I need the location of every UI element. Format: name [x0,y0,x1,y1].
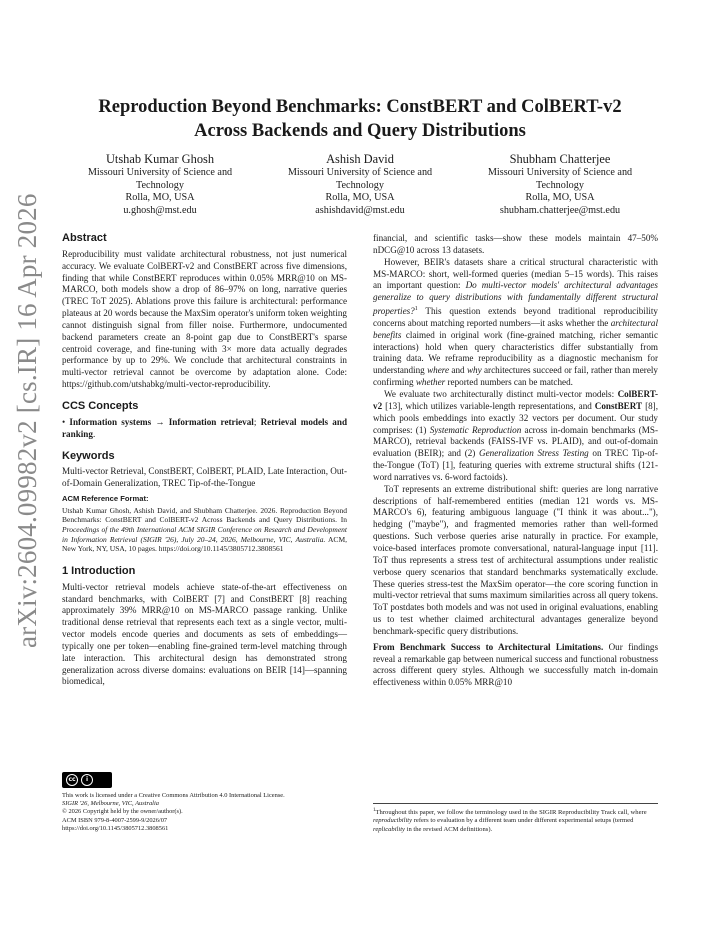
conference-line: SIGIR '26, Melbourne, VIC, Australia [62,800,159,808]
author-2 [262,152,458,217]
text-run: reported numbers can be matched. [445,377,573,388]
text-run: Our findings reveal a remarkable gap between numerical success and functional robustness across different query styles. Although we successfully match in-domain effectiveness within 0.05% MRR@10 [373,641,658,688]
bold-run: ConstBERT [594,400,643,411]
author-1 [62,152,258,217]
text-run: However, BEIR's datasets share a critical structural characteristic with MS-MARCO: short, well-formed queries (median 5–15 words). This raises an important question: [373,256,658,291]
ccs-term: Retrieval models and ranking [62,416,348,439]
license-block [62,768,347,833]
author-location: Rolla, MO, USA [125,192,195,204]
text-run: on TREC Tip-of-the-Tongue (ToT) [1], featuring queries with extreme structural shifts (121-word narratives vs. 6-word factoids). [373,448,658,482]
author-location: Rolla, MO, USA [325,192,395,204]
author-name: Utshab Kumar Ghosh [105,152,215,166]
text-run: across in-domain benchmarks (MS-MARCO), retrieval backends (FAISS-IVF vs. PLAID), and out-of-domain evaluation (BEIR); and (2) [373,424,658,459]
text-run: [8], which pools embeddings into exactly 32 vectors per document. Our study comprises: (1) [373,400,659,435]
acm-reference-text [62,506,347,554]
left-column [62,233,347,688]
italic-run: why [466,365,482,376]
author-name: Ashish David [326,152,394,166]
author-name: Shubham Chatterjee [509,152,611,166]
text-run: claimed in original work (fine-grained matching, richer semantic interactions) hold when query characteristics differ substantially from training data. We reframe reproducibility as a diagnostic mechanism for understanding [373,329,658,376]
paragraph: ToT represents an extreme distributional shift: queries are long narrative descriptions of half-remembered entities (median 121 words vs. MS-MARCO's 6), featuring ambiguous language ("I think it was about..."), hedging ("maybe"), and fragmented memories rather than well-formed questions. Such verbose queries arise naturally in practice. For example, voice-based interfaces promote conversational, natural-language input [11]. ToT thus represents a stress test of architectural assumptions under realistic verbose query scenarios that standard benchmarks systematically exclude. These queries stress-test the MaxSim operator—the core scoring function in multi-vector retrieval that sums maximum similarities across all query tokens. ToT postdates both models and was not used in original evaluations, enabling us to test whether claimed architectural advantages generalize beyond benchmark-specific query distributions. [373,483,658,636]
author-affiliation: Missouri University of Science and [87,167,233,178]
doi-link[interactable]: https://doi.org/10.1145/3805712.3808561 [62,824,169,832]
abstract-text: Reproducibility must validate architectural robustness, not just numerical accuracy. We evaluate ColBERT-v2 and ConstBERT across five dimensions, finding that while ConstBERT reproduces within 0.05% MRR@10 on MS-MARCO, both models show a drop of 86–97% on long, narrative queries (TREC ToT 2025). Ablations prove this failure is architectural: performance plateaus at 20 words because the MaxSim operator's uniform token weighting cannot distinguish signal from filler noise. Furthermore, undocumented backend parameters create an 8-point gap due to ConstBERT's sparse centroid coverage, and fine-tuning with 3× more data actually degrades performance by up to 29%. We conclude that architectural constraints in multi-vector retrieval cannot be overcome by adaptation alone. Code: https://github.com/utshabkg/multi-vector-reproducibility. [62,248,347,390]
paragraph: financial, and scientific tasks—show these models maintain 47–50% nDCG@10 across 13 datasets. [373,233,658,255]
title-line-2: Across Backends and Query Distributions [194,121,526,141]
author-affiliation: Technology [336,179,384,191]
ccs-end: . [92,428,96,439]
italic-run: architectural benefits [373,317,658,340]
paragraph [373,642,658,689]
italic-run: whether [415,377,446,388]
ccs-separator: ; [253,416,261,427]
text-run: architectures succeed or fail, rather than merely confirming [373,365,658,388]
ccs-arrow: → [151,416,169,427]
italic-run: where [427,365,450,376]
text-run: in the revised ACM definitions). [404,825,493,833]
ccs-concepts [62,417,347,441]
footnote [373,803,658,834]
paper-title [40,95,680,143]
acm-reference-heading: ACM Reference Format: [62,494,149,504]
text-run: refers to evaluation by a different team under different experimental setups (termed [412,817,634,825]
author-affiliation: Missouri University of Science and [487,167,633,178]
license-text [62,792,347,833]
paragraph [373,389,658,484]
author-email[interactable]: ashishdavid@mst.edu [315,204,405,216]
text-run: and [449,365,467,376]
footnote-marker[interactable]: 1 [414,306,418,313]
acm-ref-part: ACM, New York, NY, USA, 10 pages. https://doi.org/10.1145/3805712.3808561 [62,534,347,554]
ccs-bullet: • [62,416,70,427]
text-run: [13], which utilizes variable-length representations, and [382,400,595,411]
keywords-text: Multi-vector Retrieval, ConstBERT, ColBERT, PLAID, Late Interaction, Out-of-Domain Generalization, TREC Tip-of-the-Tongue [62,466,347,489]
acm-ref-venue: Proceedings of the 49th International ACM SIGIR Conference on Research and Development in Information Retrieval (SIGIR '26), July 20–24, 2026, Melbourne, VIC, Australia. [62,525,347,544]
author-affiliation: Technology [136,179,184,191]
author-affiliation: Technology [536,179,584,191]
author-affiliation: Missouri University of Science and [287,167,433,178]
cc-icon: cc [66,774,78,786]
author-email[interactable]: u.ghosh@mst.edu [123,204,197,216]
arxiv-stamp: arXiv:2604.09982v2 [cs.IR] 16 Apr 2026 [12,193,42,648]
paragraph [373,257,658,389]
license-line: This work is licensed under a Creative Commons Attribution 4.0 International License. [62,792,285,799]
text-run: This question extends beyond traditional reproducibility concerns about matching reported numbers—it asks whether the [373,306,658,328]
right-column [373,233,658,689]
cc-by-badge[interactable] [62,772,112,788]
italic-run: Systematic Reproduction [429,424,522,435]
introduction-paragraph: Multi-vector retrieval models achieve state-of-the-art effectiveness on standard benchmarks, with ColBERT [7] and ConstBERT [8] reaching approximately 39% MRR@10 on MS-MARCO passage ranking. Unlike traditional dense retrieval that represents each text as a single vector, multi-vector models encode queries and documents as sets of embeddings—typically one per token—enabling fine-grained term-level matching through late interaction. This architectural design has demonstrated strong generalization across diverse domains: evaluations on BEIR [14]—spanning biomedical, [62,581,347,687]
title-line-1: Reproduction Beyond Benchmarks: ConstBERT and ColBERT-v2 [98,97,622,117]
italic-run: Do multi-vector models' architectural advantages generalize to query distributions with fundamentally different structural properties? [373,280,658,317]
bold-run: ColBERT-v2 [373,389,658,411]
author-email[interactable]: shubham.chatterjee@mst.edu [499,204,621,216]
italic-run: reproducibility [373,817,413,825]
run-in-heading: From Benchmark Success to Architectural Limitations. [373,641,604,652]
italic-run: replicability [373,825,405,833]
text-run: We evaluate two architecturally distinct multi-vector models: [384,389,618,400]
author-block [62,152,658,217]
ccs-term: Information systems [69,416,152,427]
introduction-heading: 1 Introduction [62,564,136,577]
acm-ref-part: Utshab Kumar Ghosh, Ashish David, and Shubham Chatterjee. 2026. Reproduction Beyond Benchmarks: ConstBERT and ColBERT-v2 Across Backends and Query Distributions. In [62,505,347,525]
attribution-icon: i [81,774,93,786]
ccs-term: Information retrieval [168,416,254,427]
keywords-heading: Keywords [62,449,115,462]
author-3 [462,152,658,217]
italic-run: Generalization Stress Testing [479,448,589,459]
footnote-number: 1 [373,808,376,813]
copyright-line: © 2026 Copyright held by the owner/author(s). [62,808,183,816]
author-location: Rolla, MO, USA [525,192,595,204]
abstract-heading: Abstract [62,232,107,244]
isbn-line: ACM ISBN 979-8-4007-2599-9/2026/07 [62,816,168,824]
text-run: Throughout this paper, we follow the terminology used in the SIGIR Reproducibility Track call, where [375,809,647,817]
ccs-heading: CCS Concepts [62,399,139,412]
